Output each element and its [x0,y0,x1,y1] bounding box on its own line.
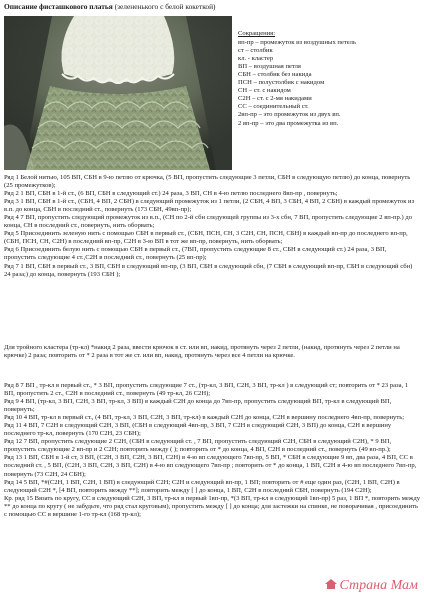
abbreviation-item: кл. - кластер [238,54,274,62]
pattern-row: Ряд 4 7 ВП, пропустить следующий промежуток из в.п., (СН по 2-й сбн следующей группы из 3-х сбн, 7 ВП, пропустить следующие 2 вп-пр.) до конца, СН в последний ст., повернуть, нить оборвать; [4,214,412,230]
pattern-row: Ряд 5 Присоединить зеленую нить с помощью СБН в первый ст., (СБН, ПСН, СН, 3 С2Н, СН, ПСН, СБН) в каждый вп-пр до последнего вп-пр, (СБН, ПСН, СН, С2Н) в последний вп-пр, С2Н в 3-ю ВП в тот же вп-пр, повернуть, нить оборвать; [4,230,408,246]
abbreviation-item: 2 вп-пр – это два промежутка из вп. [238,119,339,127]
pattern-row: Ряд 9 4 ВП, (тр-кл, 3 ВП, С2Н, 3 ВП, тр-кл, 3 ВП) в каждый С2Н до конца до 7вп-пр, пропустить следующий ВП, тр-кл в следующий ВП, повернуть; [4,398,392,414]
title-bold: Описание фисташкового платья [4,2,113,11]
abbreviation-item: вп-пр – промежуток из воздушных петель [238,38,356,46]
pattern-row: Ряд 10 4 ВП, тр-кл в первый ст., (4 ВП, тр-кл, 3 ВП, С2Н, 3 ВП, тр-кл) в каждый С2Н до конца, С2Н в вершину последнего 4вп-пр, повернуть; [4,414,405,422]
pattern-row: Ряд 8 7 ВП , тр-кл в первый ст., * 3 ВП, пропустить следующие 7 ст., (тр-кл, 3 ВП, С2Н, 3 ВП, тр-кл ) в следующий ст; повторить от * 23 раза, 1 ВП, пропустить 2 ст., С2Н в последний ст., повернуть (49 тр-кл, 26 С2Н); [4,382,409,398]
cluster-note [4,344,420,360]
pattern-row: Ряд 1 Белой нитью, 105 ВП, СБН в 9-ю петлю от крючка, (5 ВП, пропустить следующие 3 петли, СБН в следующую петлю) до конца, повернуть (25 промежутков); [4,174,411,190]
pattern-row: Ряд 7 1 ВП, СБН в первый ст., 3 ВП, СБН в следующий вп-пр, (3 ВП, СБН в следующий сбн, (7 СБН в следующий вп-пр, СБН в следующий сбн) 24 раза;) до конца, повернуть (193 СБН ); [4,262,413,278]
pattern-row: Ряд 3 1 ВП, СБН в 1-й ст., (СБН, 4 ВП, 2 СБН) в следующий промежуток из 1 петли, (2 СБН, 4 ВП, 3 СБН, 4 ВП, 2 СБН) в каждый промежуток из в.п. до конца, СБН в последний ст., повернуть (173 СБН, 49вп-пр); [4,198,415,214]
abbreviation-item: СБН – столбик без накида [238,70,312,78]
watermark-text: Страна Мам [339,578,418,593]
title-subtitle: (зелененького с белой кокеткой) [112,2,216,11]
rows-block-2 [4,382,420,519]
abbreviations-heading: Сокращения: [238,30,276,37]
site-watermark [324,578,419,594]
abbreviations-box [238,30,422,128]
dress-yoke-photo [4,16,232,170]
pattern-row: Ряд 13 1 ВП, СБН в 1-й ст, 3 ВП, (С2Н, 3 ВП, С2Н, 3 ВП, С2Н) в 4-ю вп следующего 7вп-пр, 5 ВП, * СБН в следующие 9 вп, два раза, 4 ВП, СС в последний ст. , 5 ВП, (С2Н, 3 ВП, С2Н, 3 ВП, С2Н) в 4-ю вп следующего 7вп-пр ; повторить от * до конца, 1 ВП, С2Н в 4-ю вп последнего 7вп-пр, повернуть (73 С2Н, 24 СБН); [4,454,417,478]
abbreviation-item: 2вп-пр – это промежуток из двух вп. [238,111,341,119]
pattern-row: Ряд 14 5 ВП, *#(С2Н, 1 ВП, С2Н, 1 ВП) в следующий С2Н; С2Н и следующий вп-пр, 1 ВП; повторить от # еще один раз, (С2Н, 1 ВП, С2Н) в следующий С2Н *, [4 ВП, повторить между **]; повторить между [ ] до конца, 1 ВП, С2Н в последний СБН, повернуть (194 С2Н); [4,478,400,494]
pattern-row: Ряд 11 4 ВП, 7 С2Н в следующий С2Н, 3 ВП, (СБН в следующий 4вп-пр, 3 ВП, 7 С2Н в следующий С2Н, 3 ВП) до конца, С2Н в вершину последнего тр-кл, повернуть (170 С2Н, 23 СБН); [4,422,392,438]
pattern-row: Ряд 6 Присоединить белую нить с помощью СБН в первый ст., (7ВП, пропустить следующие 8 ст., СБН в следующий ст.) 24 раза, 3 ВП, пропустить следующие 4 ст.,С2Н в последний ст., повернуть (25 вп-пр); [4,246,387,262]
abbreviation-item: ст – столбик [238,46,273,54]
pattern-row: Ряд 2 1 ВП, СБН в 1-й ст., (6 ВП, СБН в следующий ст.) 24 раза, 3 ВП, СН в 4-ю петлю последнего 8вп-пр , повернуть; [4,190,338,198]
abbreviation-item: СН – ст. с накидом [238,87,291,95]
abbreviation-item: СС – соединительный ст. [238,103,309,111]
rows-block-1 [4,174,420,279]
pattern-row: Ряд 12 7 ВП, пропустить следующие 2 С2Н, (СБН в следующий ст. , 7 ВП, пропустить следующий С2Н, СБН в следующий С2Н), * 9 ВП, пропустить следующие 2 вп-пр и 2 С2Н; повторить между ( ); повторить от * до конца, 4 ВП, С2Н в последний ст., повернуть (49 вп-пр.); [4,438,392,454]
house-icon [324,578,338,590]
abbreviation-item: ВП – воздушная петля [238,62,301,70]
abbreviation-item: С2Н – ст. с 2-мя накидами [238,95,312,103]
cluster-note-text: Для тройного кластера (тр-кл) *накид 2 раза, ввести крючок в ст. или вп, накид, протянуть через 2 петли, (накид, протянуть через 2 петли на крючке) 2 раза; повторить от * 2 раза в тот же ст. или вп, накид, протянуть через все 4 петли на крючке. [4,344,400,360]
document-title [4,2,424,11]
pattern-row: Кр. ряд 15 Вязать по кругу, СС в следующий С2Н, 3 ВП, тр-кл в первый 1вп-пр, *(3 ВП, тр-кл в следующий 1вп-пр) 5 раз, 1 ВП *, повторить между ** до конца по кругу ( не забудьте, что ряд стал круговым), пропустить между [ ] до конца; для застежки на спинке, не поворачивая , присоединить с помощью СС в вершине 1-го тр-кл (168 тр-кл); [4,494,421,518]
abbreviation-item: ПСН – полустолбик с накидом [238,79,325,87]
